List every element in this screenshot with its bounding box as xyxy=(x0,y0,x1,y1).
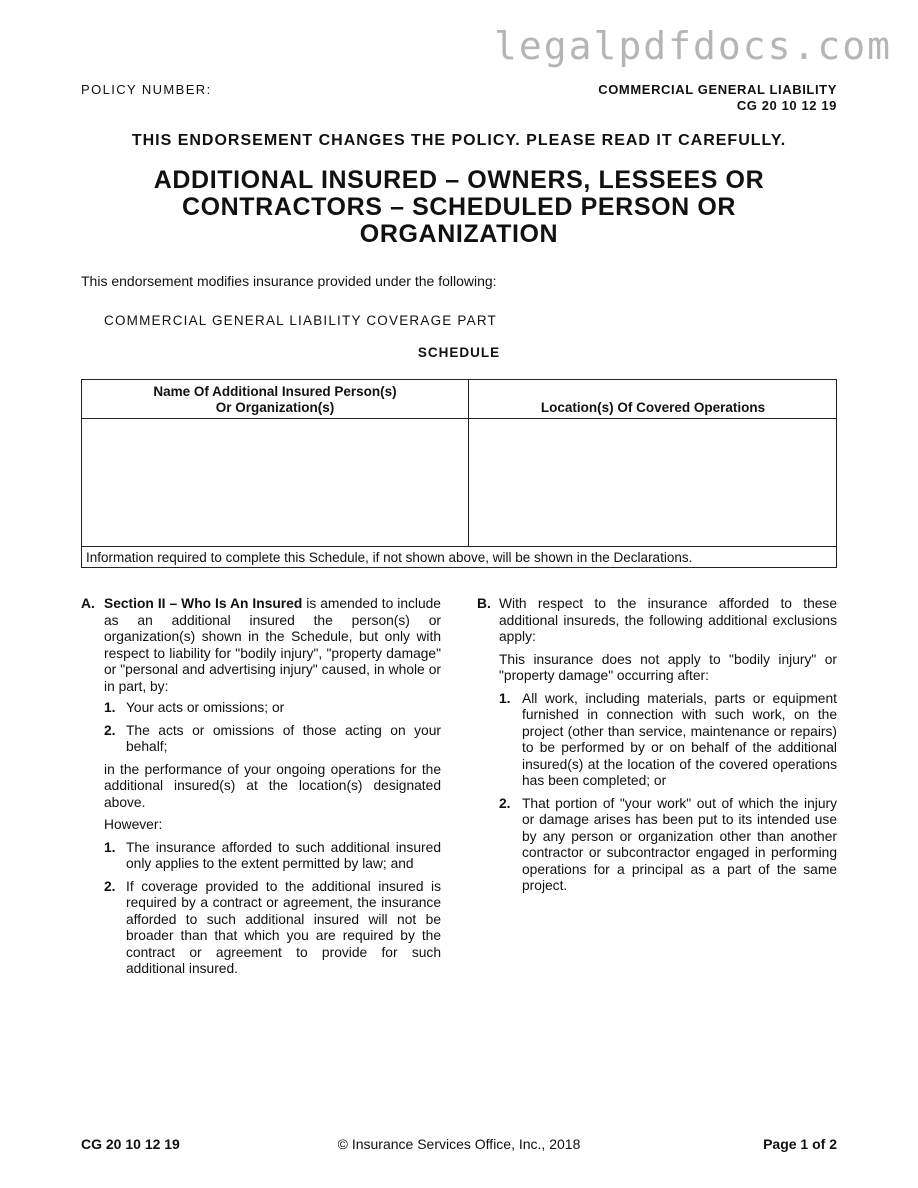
section-b-marker: B. xyxy=(477,596,491,611)
section-b-sub-intro: This insurance does not apply to "bodily injury" or "property damage" occurring after: xyxy=(499,651,837,683)
column-header-line: Or Organization(s) xyxy=(215,400,335,415)
list-number: 2. xyxy=(104,722,116,738)
title-line-2: CONTRACTORS – SCHEDULED PERSON OR xyxy=(181,193,737,221)
list-number: 2. xyxy=(104,878,116,894)
schedule-heading: SCHEDULE xyxy=(417,345,501,360)
footer-page-number: Page 1 of 2 xyxy=(763,1136,837,1152)
watermark: legalpdfdocs.com xyxy=(493,24,892,68)
section-b-intro: With respect to the insurance afforded to these additional insureds, the following additional exclusions apply: xyxy=(499,596,837,644)
form-header xyxy=(598,82,837,114)
list-number: 1. xyxy=(104,700,116,715)
page-title xyxy=(120,167,798,248)
modifies-text: This endorsement modifies insurance provided under the following: xyxy=(81,273,497,289)
list-item xyxy=(477,691,837,790)
section-a-intro xyxy=(104,596,441,695)
additional-insured-name-cell[interactable] xyxy=(82,419,468,546)
list-number: 2. xyxy=(499,795,511,811)
list-item xyxy=(81,840,441,873)
endorsement-notice: THIS ENDORSEMENT CHANGES THE POLICY. PLEASE READ IT CAREFULLY. xyxy=(131,132,787,149)
list-item-text: That portion of "your work" out of which the injury or damage arises has been put to its intended use by any person or organization other than another contractor or subcontractor engaged in performing operations for a principal as a part of the same project. xyxy=(522,795,837,893)
list-item xyxy=(81,879,441,978)
list-item-text: The acts or omissions of those acting on your behalf; xyxy=(126,722,441,754)
footer-form-number: CG 20 10 12 19 xyxy=(81,1136,180,1152)
footer-copyright: © Insurance Services Office, Inc., 2018 xyxy=(337,1136,581,1152)
list-item-text: The insurance afforded to such additional insured only applies to the extent permitted by law; and xyxy=(126,839,441,871)
column-header-line: Name Of Additional Insured Person(s) xyxy=(153,384,397,399)
section-b xyxy=(477,596,837,895)
table-divider xyxy=(82,546,836,547)
list-number: 1. xyxy=(499,690,511,706)
section-a-intro-text: is amended to include as an additional insured the person(s) or organization(s) shown in the Schedule, but only with respect to liability for "bodily injury", "property damage" or "personal and advertising injury" caused, in whole or in part, by: xyxy=(104,596,441,694)
list-item-text: If coverage provided to the additional insured is required by a contract or agreement, the insurance afforded to such additional insured will not be broader than that which you are required by the contract or agreement to provide for such additional insured. xyxy=(126,878,441,976)
section-a xyxy=(81,596,441,978)
performance-text: in the performance of your ongoing operations for the additional insured(s) at the location(s) designated above. xyxy=(104,761,441,810)
list-item-text: Your acts or omissions; or xyxy=(126,700,285,715)
line-of-business: COMMERCIAL GENERAL LIABILITY xyxy=(598,82,837,97)
section-a-marker: A. xyxy=(81,596,95,611)
however-label: However: xyxy=(104,817,163,832)
schedule-footer-note: Information required to complete this Schedule, if not shown above, will be shown in the Declarations. xyxy=(86,550,693,565)
list-number: 1. xyxy=(104,839,116,855)
list-item xyxy=(81,700,441,717)
coverage-part: COMMERCIAL GENERAL LIABILITY COVERAGE PART xyxy=(104,313,497,328)
title-line-3: ORGANIZATION xyxy=(359,220,559,248)
covered-operations-location-cell[interactable] xyxy=(469,419,837,546)
title-line-1: ADDITIONAL INSURED – OWNERS, LESSEES OR xyxy=(153,166,765,194)
column-header-location: Location(s) Of Covered Operations xyxy=(540,400,766,415)
column-header-name xyxy=(82,384,468,416)
section-a-heading: Section II – Who Is An Insured xyxy=(104,596,303,611)
form-number: CG 20 10 12 19 xyxy=(736,98,837,113)
policy-number-label: POLICY NUMBER: xyxy=(81,82,212,97)
schedule-table xyxy=(81,379,837,568)
list-item-text: All work, including materials, parts or equipment furnished in connection with such work, on the project (other than service, maintenance or repairs) to be performed by or on behalf of the additional insured(s) at the location of the covered operations has been completed; or xyxy=(522,690,837,788)
list-item xyxy=(81,723,441,756)
list-item xyxy=(477,796,837,895)
